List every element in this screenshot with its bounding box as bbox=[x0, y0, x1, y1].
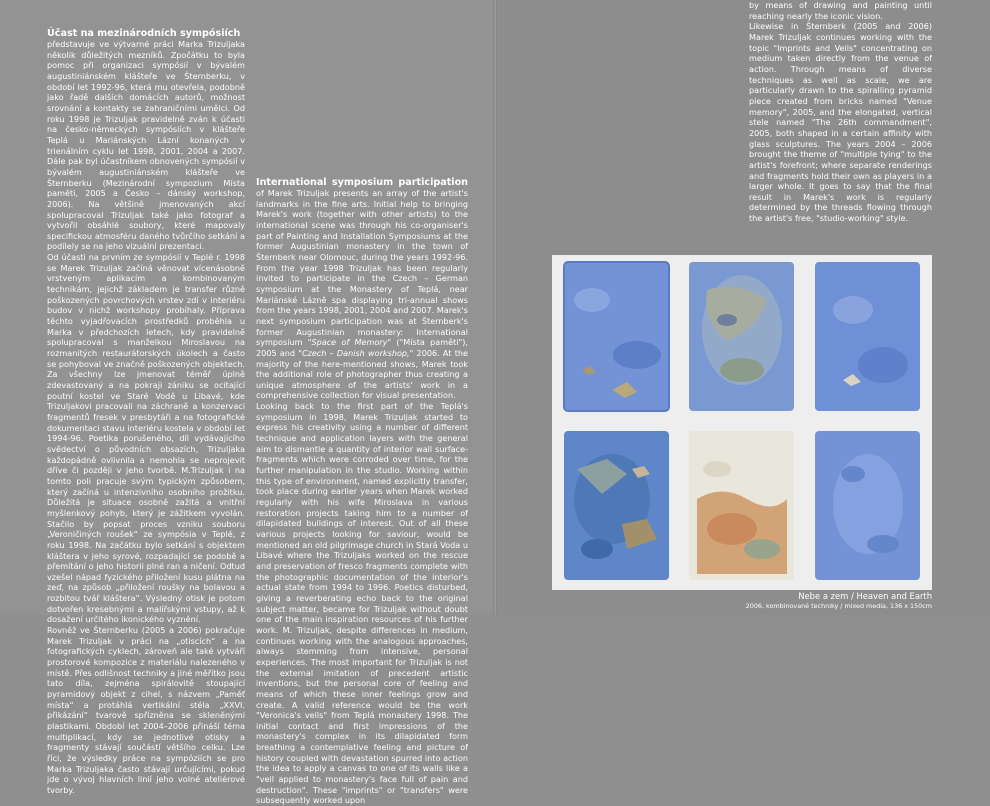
english-p1-lead: of Marek Trizuljak presents an array of the artist's landmarks in the fine arts. Initial help to bringing Marek's work (together with other artists) to the international scene was through his co-organiser's part of Painting and Installation Symposiums at the former Augustinian monastery in the town of Šternberk near Olomouc, during the years 1992-96. From the year 1998 Trizuljak has been regularly invited to participate in the Czech – German symposium at the Monastery of Teplá, near Mariánské Lázně spa displaying tri-annual shows from the years 1998, 2001, 2004 and 2007. Marek's next symposium participation was at Šternberk's former Augustinian monastery: International symposium bbox=[256, 188, 468, 348]
book-gutter bbox=[493, 0, 497, 615]
artwork-panel-5 bbox=[687, 429, 796, 582]
english-heading: International symposium participation bbox=[256, 177, 468, 188]
english-paragraph-2: Looking back to the first part of the Teplá's symposium in 1998, Marek Trizuljak started to express his creativity using a number of different technique and application layers with the general aim to dismantle a quantity of interior wall surface-fragments which were corroded over time, for the further manipulation in the studio. Working within this type of environment, named explicitly transfer, took place during earlier years when Marek worked regularly with his wife Miroslava in various restoration projects taking him to a number of dilapidated buildings of interest. Out of all these various projects looking for saviour, would be mentioned an old pilgrimage church in Stará Voda u Libavé where the Trizuljaks worked on the rescue and preservation of fresco fragments complete with the photographic documentation of the interior's actual state from 1994 to 1996. Poetics disturbed, giving a reverberating echo back to the original subject matter, became for Trizuljak without doubt one of the main inspiration resources of his further work. M. Trizuljak, despite differences in medium, continues working with the analogous approaches, always stemming from intensive, personal experiences. The most important for Trizuljak is not the external imitation of precedent artistic inventions, but the personal core of feeling and means of which these inner feelings grow and create. A valid reference would be the work "Veronica's veils" from Teplá monastery 1998. The initial contact and first impressions of the monastery's complex in its dilapidated form breathing a contemplative feeling and picture of history coupled with devastation spurred into action the idea to apply a canvas to one of its walls like a "veil applied to monastery's face full of pain and destruction". These "imprints" or "transfers" were subsequently worked upon bbox=[256, 401, 468, 806]
artwork-panel-1 bbox=[562, 260, 671, 413]
english-p1-mid: ("Místa paměti"), 2005 and bbox=[256, 337, 468, 358]
english-column-1 bbox=[256, 177, 468, 806]
czech-paragraph-3: Rovněž ve Šternberku (2005 a 2006) pokračuje Marek Trizuljak v práci na „otiscích“ a na fotografických cyklech, zároveň ale také vytváří prostorové kompozice z materiálu nalezeného v místě. Přes odlišnost techniky a jiné měřítko jsou tato díla, zejména spirálovitě stoupající pyramidový objekt z cihel, s názvem „Paměť místa“ a protáhlá vertikální stéla „XXVI. přikázání“ tvarově spřízněna se skleněnými plastikami. Období let 2004–2006 přináší téma multiplikací, kdy se jednotlivé otisky a fragmenty stávají součástí většího celku. Lze říci, že výsledky práce na sympóziích se pro Marka Trizuljaka často stávají určujícími, pokud jde o vývoj hlavních linií jeho volné ateliérové tvorby. bbox=[47, 625, 245, 795]
english-p1-em2: "Czech – Danish workshop," bbox=[298, 347, 414, 358]
english-paragraph-3: by means of drawing and painting until reaching nearly the iconic vision. bbox=[749, 0, 932, 21]
artwork-photo bbox=[552, 255, 932, 590]
caption-subtitle: 2006, kombinované techniky / mixed media, 136 x 150cm bbox=[745, 602, 932, 610]
english-paragraph-4: Likewise in Šternberk (2005 and 2006) Marek Trizuljak continues working with the topic "Imprints and Veils" concentrating on medium taken directly from the venue of action. Through means of diverse techniques as well as scale, we are particularly drawn to the spiralling pyramid piece created from bricks named "Venue memory", 2005, and the elongated, vertical stele named "The 26th commandment", 2005, both shaped in a certain affinity with glass sculptures. The years 2004 – 2006 brought the theme of "multiple tying" to the artist's forefront; where separate renderings and fragments hold their own as players in a larger whole. It goes to say that the final result in Marek's work is regularly determined by the threads flowing through the artist's free, "studio-working" style. bbox=[749, 21, 932, 224]
caption-title: Nebe a zem / Heaven and Earth bbox=[798, 591, 932, 601]
artwork-caption bbox=[746, 591, 932, 611]
english-p1-tail: 2006. At the majority of the here-mentioned shows, Marek took the additional role of photographer thus creating a unique atmosphere of the artists' work in a comprehensive collection for visual presentation. bbox=[256, 347, 468, 401]
czech-column-1 bbox=[47, 28, 245, 795]
english-column-2 bbox=[556, 0, 736, 252]
czech-heading: Účast na mezinárodních sympósiích bbox=[47, 28, 241, 39]
english-p1-em1: "Space of Memory" bbox=[307, 337, 392, 348]
artwork-panel-4 bbox=[562, 429, 671, 582]
czech-paragraph-1: představuje ve výtvarné práci Marka Trizuljaka několik důležitých mezníků. Zpočátku to byla pomoc při organizaci sympósií v bývalém augustiniánském klášteře ve Šternberku, v období let 1992-96, která mu otevřela, podobně jako řadě dalších domácích autorů, možnost srovnání a kontakty se zahraničními umělci. Od roku 1998 je Trizuljak pravidelně zván k účasti na česko-německých sympósiích v klášteře Teplá u Mariánských Lázní konaných v trienálním cyklu let 1998, 2001, 2004 a 2007. Dále pak byl účastníkem obnovených sympósií v bývalém augustiniánském klášteře ve Šternberku (Mezinárodní sympozium Místa paměti, 2005 a Česko – dánský workshop, 2006). Na většině jmenovaných akcí spolupracoval Trizuljak také jako fotograf a vytvořil obsáhlé soubory, které mapovaly specifickou atmosféru daného tvůrčího setkání a podílely se na jeho vizuální prezentaci. bbox=[47, 39, 245, 252]
artwork-panel-2 bbox=[687, 260, 796, 413]
czech-column-2 bbox=[256, 0, 468, 190]
czech-paragraph-2: Od účasti na prvním ze sympósií v Teplé r. 1998 se Marek Trizuljak začíná věnovat vícenásobně vrstveným aplikacím a kombinovaným technikám, jejichž základem je transfer různě poškozených povrchových vrstev zdí v interiéru budov v nichž workshopy probíhaly. Příprava těchto vyjadřovacích prostředků proběhla u Marka v předchozích letech, kdy pravidelně spolupracoval s manželkou Miroslavou na rozmanitých restaurátorských úkolech a často se pohyboval ve značně poškozených objektech. Za všechny lze jmenovat téměř úplně zdevastovaný a na pokraji zániku se ocitající poutní kostel ve Staré Vodě u Libavé, kde Trizuljakovi pracovali na záchraně a konzervaci fragmentů fresek v presbytáři a na fotografické dokumentaci stavu interiéru kostela v období let 1994-96. Poetika porušeného, díl vydávajícího svědectví o původních obsazích, Trizuljaka každopádně ovlivnila a nemohla se neprojevit dříve či později v jeho tvorbě. M.Trizuljak i na tomto poli pracuje svým typickým způsobem, který začíná u intenzivního osobního prožitku. Důležitá je situace osobně zažitá a vnitřní myšlenkový pohyb, který je zážitkem vyvolán. Stačilo by popsat proces vzniku souboru „Veroničiných roušek“ ze sympósia v Teplé, z roku 1998. Na začátku bylo setkání s objektem kláštera v jeho syrové, rozpadající se podobě a přemítání o jeho historii plné ran a ničení. Odtud vzešel nápad fyzického přiložení kusu plátna na zeď, na způsob „přiložení roušky na bolavou a rozbitou tvář kláštera“. Výsledný otisk je potom dotvořen kresebnými a malířskými vstupy, až k dosažení určitého ikonického vyznění. bbox=[47, 252, 245, 625]
english-column-3 bbox=[749, 0, 932, 224]
artwork-panel-3 bbox=[813, 260, 922, 413]
artwork-panel-6 bbox=[813, 429, 922, 582]
